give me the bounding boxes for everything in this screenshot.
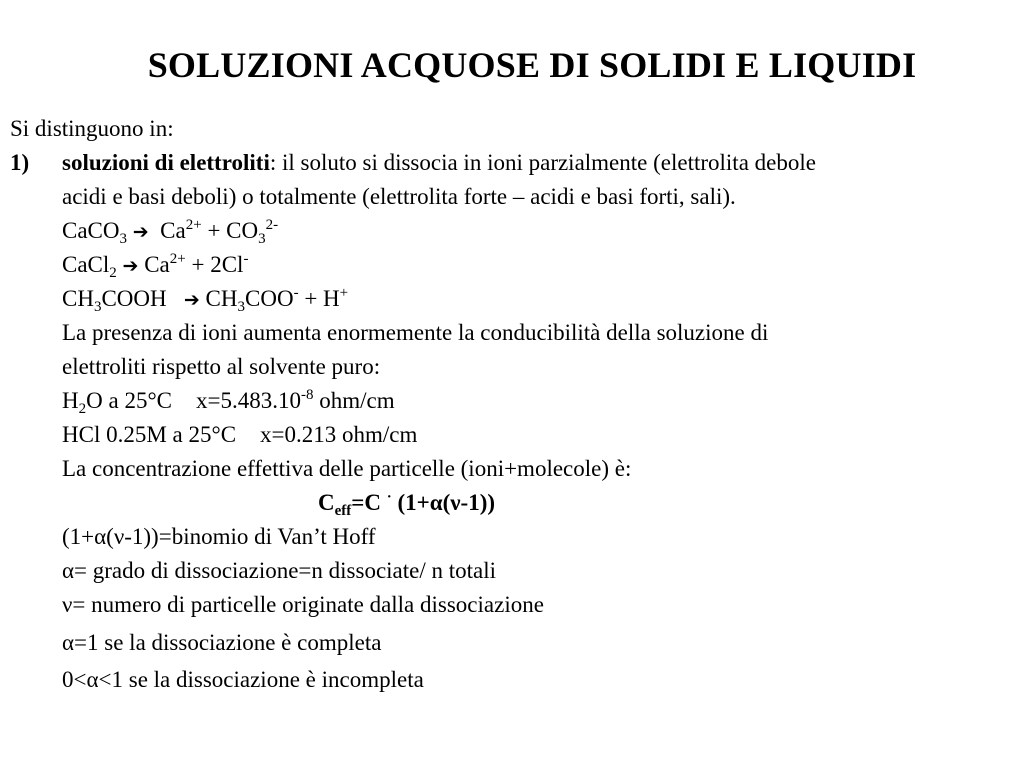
intro-text: Si distinguono in: — [10, 116, 174, 141]
arrow-icon: ➔ — [183, 289, 200, 311]
item1-desc: : il soluto si dissocia in ioni parzialmente (elettrolita debole — [269, 150, 816, 175]
def-alpha: α= grado di dissociazione=n dissociate/ n totali — [62, 558, 497, 583]
conduct-line2: elettroliti rispetto al solvente puro: — [62, 354, 381, 379]
def-alpha-incomplete: 0<α<1 se la dissociazione è incompleta — [62, 667, 424, 692]
slide-title: SOLUZIONI ACQUOSE DI SOLIDI E LIQUIDI — [147, 45, 917, 85]
conduct-line1: La presenza di ioni aumenta enormemente la conducibilità della soluzione di — [62, 320, 769, 345]
item1-line1 — [62, 150, 816, 176]
reaction-acetic: $CH_3COOH$ ➔ $CH_3COO^- + H^+$ — [62, 285, 349, 315]
hcl-line: HCl 0.25M a 25°C x=0.213 ohm/cm — [62, 422, 418, 447]
def-alpha-complete: α=1 se la dissociazione è completa — [62, 630, 382, 655]
reaction-cacl2: CaCl$_2$ ➔ $Ca^{2+} + 2Cl^-$ — [62, 251, 249, 281]
def-vanthoff: (1+α(ν-1))=binomio di Van’t Hoff — [62, 524, 376, 549]
formula-ceff: $C_{eff}=C$ · (1+α(ν-1)) — [318, 489, 496, 519]
h2o-line: $H_2O$ a 25°C $x=5.483.10^{-8}$ ohm/cm — [62, 387, 395, 417]
reaction-caco3: CaCO$_3$ ➔ $Ca^{2+} + CO_3^{2-}$ — [62, 217, 279, 247]
arrow-icon: ➔ — [122, 255, 139, 277]
arrow-icon: ➔ — [132, 221, 149, 243]
item1-line2: acidi e basi deboli) o totalmente (elettrolita forte – acidi e basi forti, sali). — [62, 184, 736, 209]
item1-term: soluzioni di elettroliti — [62, 150, 270, 175]
def-nu: ν= numero di particelle originate dalla dissociazione — [62, 592, 544, 617]
conc-line: La concentrazione effettiva delle particelle (ioni+molecole) è: — [62, 456, 632, 481]
item-number: 1) — [10, 150, 30, 175]
